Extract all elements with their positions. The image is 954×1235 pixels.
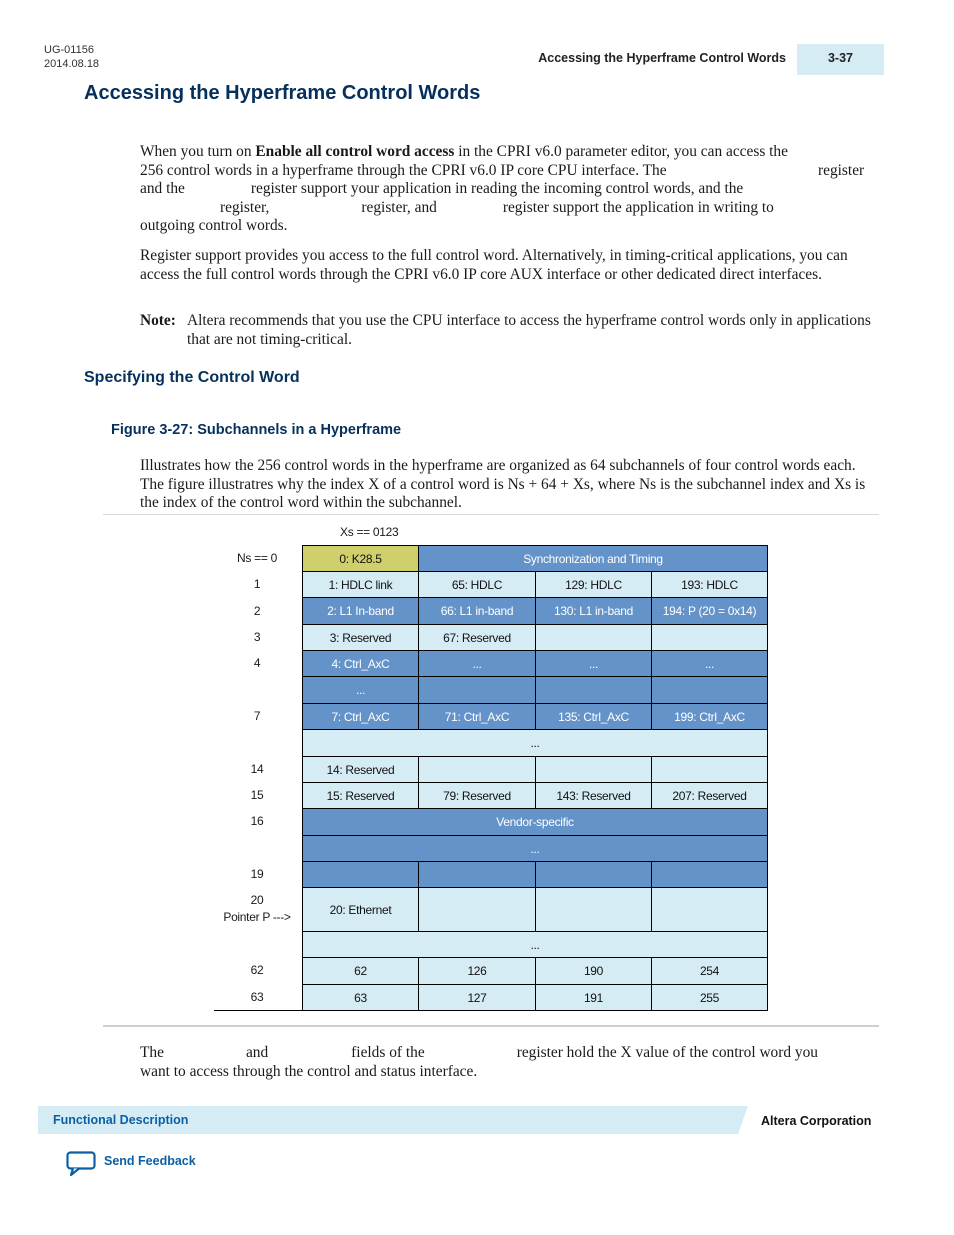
control-word-cell: 2: L1 In-band xyxy=(302,597,419,625)
control-word-cell xyxy=(651,861,768,888)
note-label: Note: xyxy=(140,312,176,329)
ns-label: 14 xyxy=(250,762,264,776)
control-word-cell: 7: Ctrl_AxC xyxy=(302,703,419,730)
control-word-cell xyxy=(651,887,768,932)
control-word-cell xyxy=(535,756,652,783)
control-word-cell: 4: Ctrl_AxC xyxy=(302,650,419,677)
running-header-title: Accessing the Hyperframe Control Words xyxy=(538,51,786,65)
ns-label: 19 xyxy=(250,867,264,881)
control-word-cell: 0: K28.5 xyxy=(302,545,419,572)
register-support-paragraph: Register support provides you access to the full control word. Alternatively, in timing-critical applications, you can access the full control words through the CPRI v6.0 IP core AUX interface or other dedicated direct interfaces. xyxy=(140,247,848,283)
control-word-cell xyxy=(535,887,652,932)
control-word-cell: 65: HDLC xyxy=(418,571,536,598)
control-word-cell xyxy=(418,676,536,704)
send-feedback-link[interactable]: Send Feedback xyxy=(104,1154,196,1168)
control-word-cell: ... xyxy=(651,650,768,677)
control-word-cell: 254 xyxy=(651,957,768,985)
control-word-cell: ... xyxy=(418,650,536,677)
control-word-cell: 14: Reserved xyxy=(302,756,419,783)
control-word-cell: 71: Ctrl_AxC xyxy=(418,703,536,730)
control-word-cell xyxy=(302,861,419,888)
control-word-cell: 3: Reserved xyxy=(302,624,419,651)
control-word-cell: 199: Ctrl_AxC xyxy=(651,703,768,730)
feedback-icon[interactable] xyxy=(66,1151,96,1177)
control-word-cell: 130: L1 in-band xyxy=(535,597,652,625)
ns-label: 16 xyxy=(250,814,264,828)
doc-id xyxy=(44,43,99,71)
section-title: Accessing the Hyperframe Control Words xyxy=(84,82,481,104)
control-word-cell xyxy=(535,861,652,888)
ellipsis-row: ... xyxy=(302,931,768,958)
ellipsis-row: ... xyxy=(302,835,768,862)
control-word-cell xyxy=(418,887,536,932)
ns-label: Ns == 0 xyxy=(237,551,277,565)
control-word-cell: 66: L1 in-band xyxy=(418,597,536,625)
pointer-label: Pointer P ---> xyxy=(223,910,291,924)
control-word-cell: 190 xyxy=(535,957,652,985)
control-word-cell: 194: P (20 = 0x14) xyxy=(651,597,768,625)
control-word-cell: 1: HDLC link xyxy=(302,571,419,598)
ns-label: 15 xyxy=(250,788,264,802)
intro-paragraph: When you turn on Enable all control word access in the CPRI v6.0 parameter editor, you can access the 256 control words in a hyperframe through the CPRI v6.0 IP core CPU interface. The register and the register support your application in reading the incoming control words, and the register, register, and register support the application in writing to outgoing control words. xyxy=(140,143,865,235)
control-word-cell: 193: HDLC xyxy=(651,571,768,598)
control-word-cell xyxy=(651,756,768,783)
control-word-cell: 143: Reserved xyxy=(535,782,652,809)
control-word-cell: 62 xyxy=(302,957,419,985)
ns-label: 4 xyxy=(253,656,261,670)
xs-label: Xs == 0123 xyxy=(340,525,399,539)
ns-label: 1 xyxy=(253,577,261,591)
closing-paragraph: The and fields of the register hold the X value of the control word you want to access through the control and status interface. xyxy=(140,1044,819,1080)
page-number: 3-37 xyxy=(827,51,854,65)
control-word-cell: 67: Reserved xyxy=(418,624,536,651)
control-word-cell: 129: HDLC xyxy=(535,571,652,598)
note-text: Altera recommends that you use the CPU interface to access the hyperframe control words only in applications that are not timing-critical. xyxy=(187,312,871,348)
control-word-cell: 127 xyxy=(418,984,536,1011)
figure-description: Illustrates how the 256 control words in the hyperframe are organized as 64 subchannels of four control words each. The figure illustratres why the index X of a control word is Ns + 64 + Xs, where Ns is the subchannel index and Xs is the index of the control word within the subchannel. xyxy=(140,457,866,512)
ns-label: 20 xyxy=(250,893,264,907)
control-word-cell: 15: Reserved xyxy=(302,782,419,809)
control-word-cell: 20: Ethernet xyxy=(302,887,419,932)
footer-company: Altera Corporation xyxy=(761,1114,872,1128)
control-word-cell xyxy=(651,676,768,704)
control-word-cell xyxy=(535,624,652,651)
option-name: Enable all control word access xyxy=(255,143,455,160)
control-word-cell: ... xyxy=(535,650,652,677)
ellipsis-row: ... xyxy=(302,729,768,757)
figure-bottom-rule xyxy=(103,1025,879,1027)
ns-label: 7 xyxy=(253,709,261,723)
ns-label: 63 xyxy=(250,990,264,1004)
ns-label: 2 xyxy=(253,604,261,618)
control-word-cell xyxy=(651,624,768,651)
control-word-cell xyxy=(535,676,652,704)
control-word-cell: 255 xyxy=(651,984,768,1011)
ns-label: 3 xyxy=(253,630,261,644)
vendor-specific-cell: Vendor-specific xyxy=(302,808,768,836)
control-word-cell: 191 xyxy=(535,984,652,1011)
control-word-cell: 63 xyxy=(302,984,419,1011)
control-word-cell: 135: Ctrl_AxC xyxy=(535,703,652,730)
subsection-title: Specifying the Control Word xyxy=(84,369,300,386)
control-word-cell: ... xyxy=(302,676,419,704)
figure-top-rule xyxy=(103,514,879,515)
ns-label: 62 xyxy=(250,963,264,977)
footer-section-link[interactable]: Functional Description xyxy=(53,1113,189,1127)
control-word-cell: 79: Reserved xyxy=(418,782,536,809)
control-word-cell: 126 xyxy=(418,957,536,985)
control-word-cell xyxy=(418,756,536,783)
doc-date: 2014.08.18 xyxy=(44,58,100,70)
control-word-cell: 207: Reserved xyxy=(651,782,768,809)
control-word-cell xyxy=(418,861,536,888)
sync-timing-cell: Synchronization and Timing xyxy=(418,545,768,572)
figure-caption: Figure 3-27: Subchannels in a Hyperframe xyxy=(111,422,402,438)
figure-baseline xyxy=(214,1010,303,1011)
doc-number: UG-01156 xyxy=(44,44,94,56)
